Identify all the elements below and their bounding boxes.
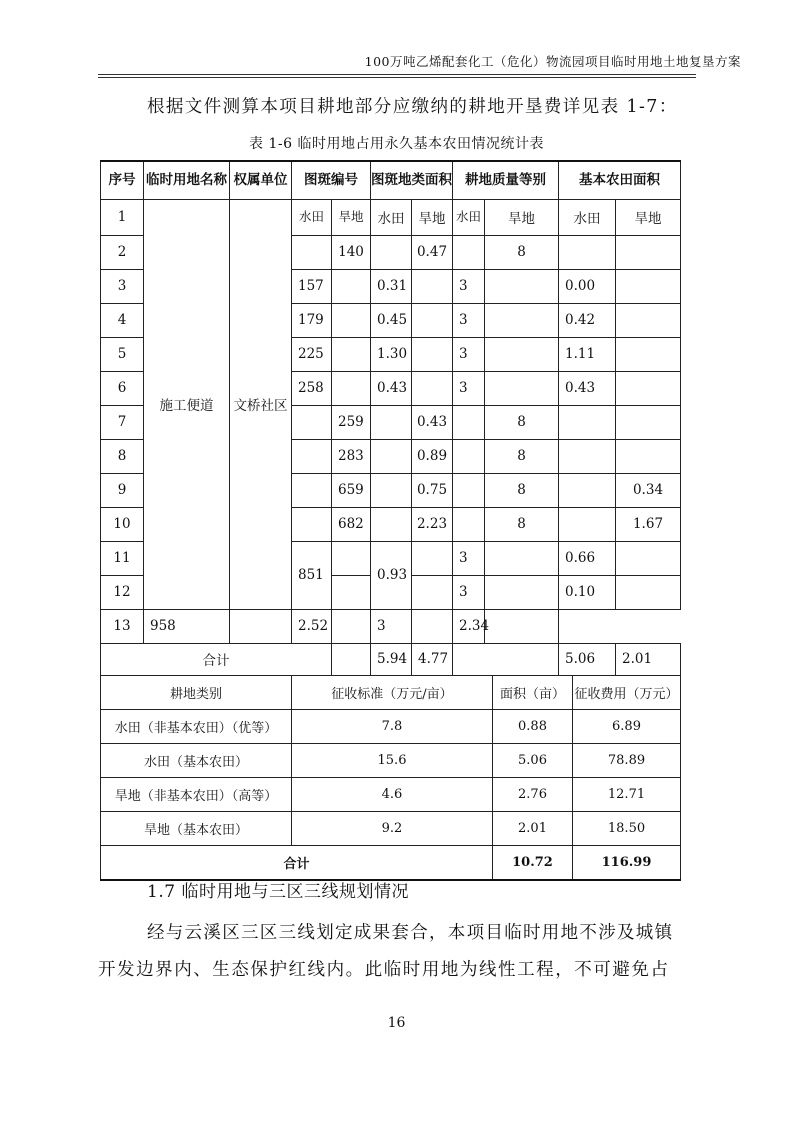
header-seq: 序号 — [101, 161, 144, 199]
fee-header-row — [101, 676, 681, 710]
table-caption: 表 1-6 临时用地占用永久基本农田情况统计表 — [249, 136, 544, 152]
merged-area: 0.93 — [371, 541, 412, 609]
fee-total-area: 10.72 — [493, 846, 573, 880]
page-number: 16 — [387, 1015, 406, 1031]
fee-header-type: 耕地类别 — [101, 676, 292, 710]
fee-total-fee: 116.99 — [573, 846, 681, 880]
fee-row: 水田（非基本农田）（优等） 7.8 0.88 6.89 — [101, 710, 681, 744]
fee-row: 旱地（基本农田） 9.2 2.01 18.50 — [101, 812, 681, 846]
table-row: 13 958 2.52 3 2.34 — [101, 609, 681, 643]
header-row — [101, 161, 681, 199]
header-patch: 图斑编号 — [292, 161, 371, 199]
intro-paragraph: 根据文件测算本项目耕地部分应缴纳的耕地开垦费详见表 1-7： — [147, 97, 678, 117]
cell-seq: 1 — [101, 199, 144, 235]
sub-quality-paddy: 水田 — [453, 199, 485, 235]
sub-basic-dry: 旱地 — [616, 199, 681, 235]
total-row: 合计 5.94 4.77 5.06 2.01 — [101, 643, 681, 675]
farmland-table — [100, 160, 681, 676]
header-area: 图斑地类面积 — [371, 161, 453, 199]
fee-total-label: 合计 — [101, 846, 493, 880]
fee-total-row — [101, 846, 681, 880]
table-row: 12 3 0.10 — [101, 575, 681, 609]
header-rule-2 — [98, 77, 696, 78]
body-line-2: 开发边界内、生态保护红线内。此临时用地为线性工程，不可避免占 — [98, 960, 670, 980]
table-row: 5 225 1.30 3 1.11 — [101, 337, 681, 371]
table-row: 3 157 0.31 3 0.00 — [101, 269, 681, 303]
header-rule — [98, 74, 696, 75]
fee-row: 水田（基本农田） 15.6 5.06 78.89 — [101, 744, 681, 778]
header-owner: 权属单位 — [230, 161, 292, 199]
body-line-1: 经与云溪区三区三线划定成果套合，本项目临时用地不涉及城镇 — [147, 923, 674, 943]
table-row — [101, 199, 681, 235]
table-row: 9 659 0.75 8 0.34 — [101, 473, 681, 507]
sub-area-paddy: 水田 — [371, 199, 412, 235]
header-name: 临时用地名称 — [144, 161, 230, 199]
fee-header-fee: 征收费用（万元） — [573, 676, 681, 710]
fee-header-area: 面积（亩） — [493, 676, 573, 710]
table-row: 6 258 0.43 3 0.43 — [101, 371, 681, 405]
sub-patch-dry: 旱地 — [332, 199, 371, 235]
table-row: 8 283 0.89 8 — [101, 439, 681, 473]
header-quality: 耕地质量等别 — [453, 161, 559, 199]
sub-basic-paddy: 水田 — [559, 199, 616, 235]
total-label: 合计 — [101, 643, 332, 675]
section-title: 1.7 临时用地与三区三线规划情况 — [147, 882, 409, 902]
table-row: 4 179 0.45 3 0.42 — [101, 303, 681, 337]
page-header: 100万吨乙烯配套化工（危化）物流园项目临时用地土地复垦方案 — [364, 54, 741, 69]
fee-row: 旱地（非基本农田）（高等） 4.6 2.76 12.71 — [101, 778, 681, 812]
cell-project: 施工便道 — [144, 199, 230, 609]
merged-patch: 851 — [292, 541, 332, 609]
sub-patch-paddy: 水田 — [292, 199, 332, 235]
table-row: 7 259 0.43 8 — [101, 405, 681, 439]
table-row: 2 140 0.47 8 — [101, 235, 681, 269]
table-row: 10 682 2.23 8 1.67 — [101, 507, 681, 541]
fee-header-standard: 征收标准（万元/亩） — [292, 676, 493, 710]
fee-table — [100, 675, 681, 881]
header-basic: 基本农田面积 — [559, 161, 681, 199]
sub-quality-dry: 旱地 — [485, 199, 559, 235]
sub-area-dry: 旱地 — [412, 199, 453, 235]
cell-owner: 文桥社区 — [230, 199, 292, 609]
table-row: 11 851 0.93 3 0.66 — [101, 541, 681, 575]
